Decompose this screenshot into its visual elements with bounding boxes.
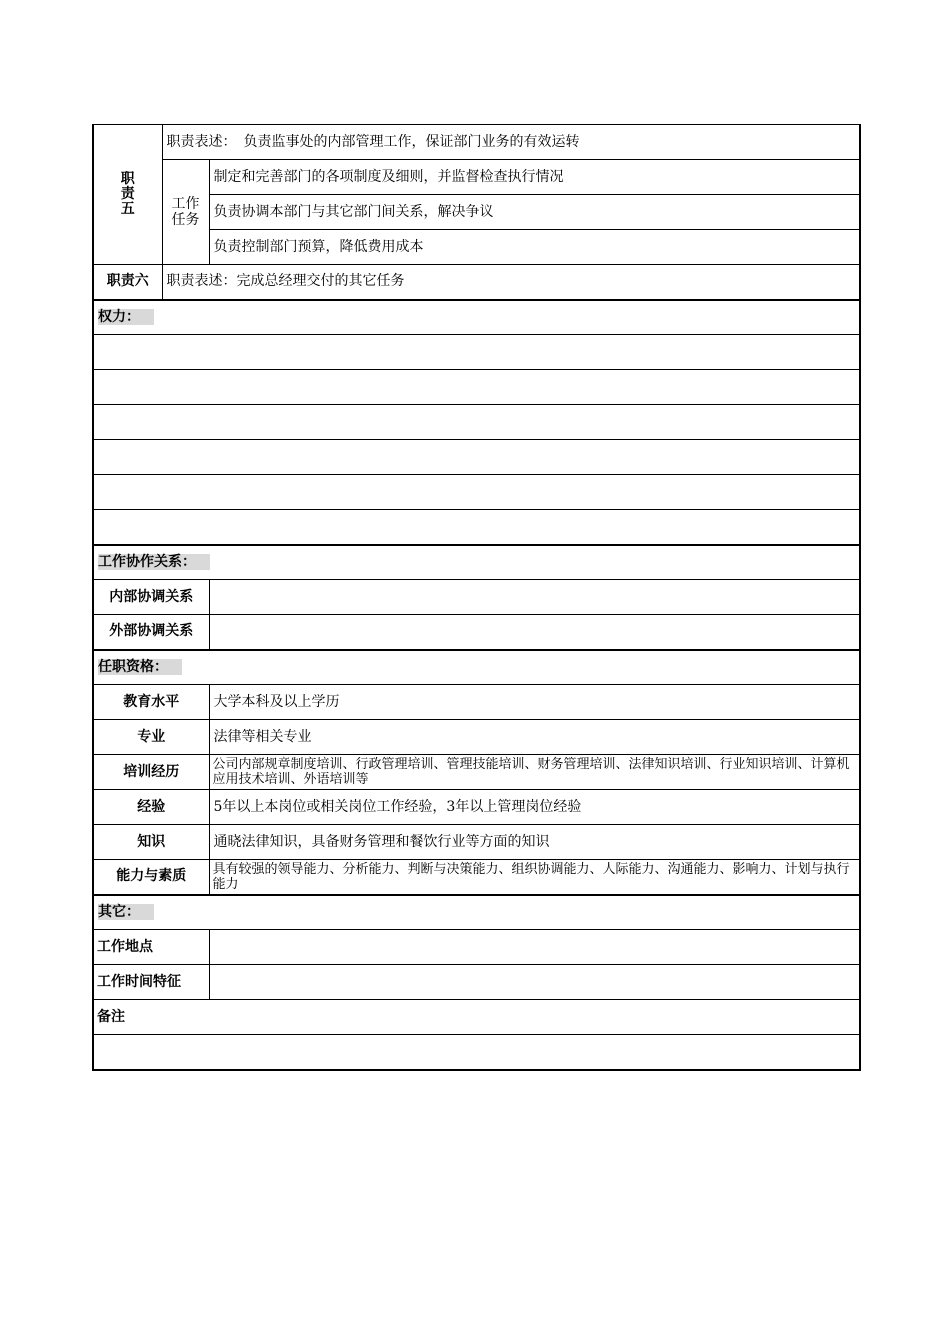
authority-cell [93,335,860,370]
job-description-table [92,124,861,1071]
duty5-task-3: 负责控制部门预算，降低费用成本 [209,230,860,265]
remarks-row [93,1035,860,1070]
authority-cell [93,440,860,475]
remarks-value [93,1035,860,1070]
authority-row [93,440,860,475]
work-location-row [93,930,860,965]
work-hours-row [93,965,860,1000]
duty5-label [93,125,162,265]
task-label-line: 工作 [171,196,200,212]
other-heading-text: 其它： [98,904,154,920]
qualifications-heading-text: 任职资格： [98,659,182,675]
duty5-task-label [162,160,209,265]
qualification-label-knowledge: 知识 [93,825,209,860]
authority-heading-row [93,300,860,335]
external-coordination-row [93,615,860,650]
work-hours-value [209,965,860,1000]
cooperation-heading [93,545,860,580]
duty5-task-row [93,195,860,230]
qualification-row [93,755,860,790]
cooperation-heading-text: 工作协作关系： [98,554,210,570]
authority-row [93,370,860,405]
authority-row [93,510,860,545]
qualification-row [93,860,860,895]
qualification-value-experience: 5年以上本岗位或相关岗位工作经验，3年以上管理岗位经验 [209,790,860,825]
qualification-value-training: 公司内部规章制度培训、行政管理培训、管理技能培训、财务管理培训、法律知识培训、行业知识培训、计算机应用技术培训、外语培训等 [209,755,860,790]
qualification-label-training: 培训经历 [93,755,209,790]
qualification-row [93,720,860,755]
duty5-task-row [93,230,860,265]
duty6-row [93,265,860,300]
remarks-heading: 备注 [93,1000,860,1035]
duty5-task-row [93,160,860,195]
authority-cell [93,475,860,510]
duty5-task-2: 负责协调本部门与其它部门间关系，解决争议 [209,195,860,230]
authority-cell [93,370,860,405]
authority-row [93,475,860,510]
qualification-value-abilities: 具有较强的领导能力、分析能力、判断与决策能力、组织协调能力、人际能力、沟通能力、影响力、计划与执行能力 [209,860,860,895]
work-location-value [209,930,860,965]
authority-heading-text: 权力： [98,309,154,325]
duty5-label-char: 职 [120,171,135,187]
duty5-description: 职责表述： 负责监事处的内部管理工作，保证部门业务的有效运转 [162,125,860,160]
internal-coordination-value [209,580,860,615]
duty5-description-row [93,125,860,160]
qualification-value-major: 法律等相关专业 [209,720,860,755]
authority-row [93,405,860,440]
duty5-label-char: 责 [120,186,135,202]
qualification-value-knowledge: 通晓法律知识，具备财务管理和餐饮行业等方面的知识 [209,825,860,860]
authority-row [93,335,860,370]
external-coordination-value [209,615,860,650]
authority-cell [93,405,860,440]
qualifications-heading [93,650,860,685]
duty5-label-char: 五 [120,201,135,217]
qualification-label-abilities: 能力与素质 [93,860,209,895]
internal-coordination-row [93,580,860,615]
cooperation-heading-row [93,545,860,580]
other-heading-row [93,895,860,930]
work-hours-label: 工作时间特征 [93,965,209,1000]
qualifications-heading-row [93,650,860,685]
task-label-line: 任务 [171,212,200,228]
authority-cell [93,510,860,545]
qualification-label-experience: 经验 [93,790,209,825]
qualification-row [93,790,860,825]
remarks-heading-row [93,1000,860,1035]
qualification-row [93,685,860,720]
work-location-label: 工作地点 [93,930,209,965]
qualification-label-education: 教育水平 [93,685,209,720]
external-coordination-label: 外部协调关系 [93,615,209,650]
duty6-label: 职责六 [93,265,162,300]
authority-heading [93,300,860,335]
duty5-task-1: 制定和完善部门的各项制度及细则，并监督检查执行情况 [209,160,860,195]
qualification-row [93,825,860,860]
other-heading [93,895,860,930]
duty6-description: 职责表述：完成总经理交付的其它任务 [162,265,860,300]
qualification-value-education: 大学本科及以上学历 [209,685,860,720]
internal-coordination-label: 内部协调关系 [93,580,209,615]
qualification-label-major: 专业 [93,720,209,755]
